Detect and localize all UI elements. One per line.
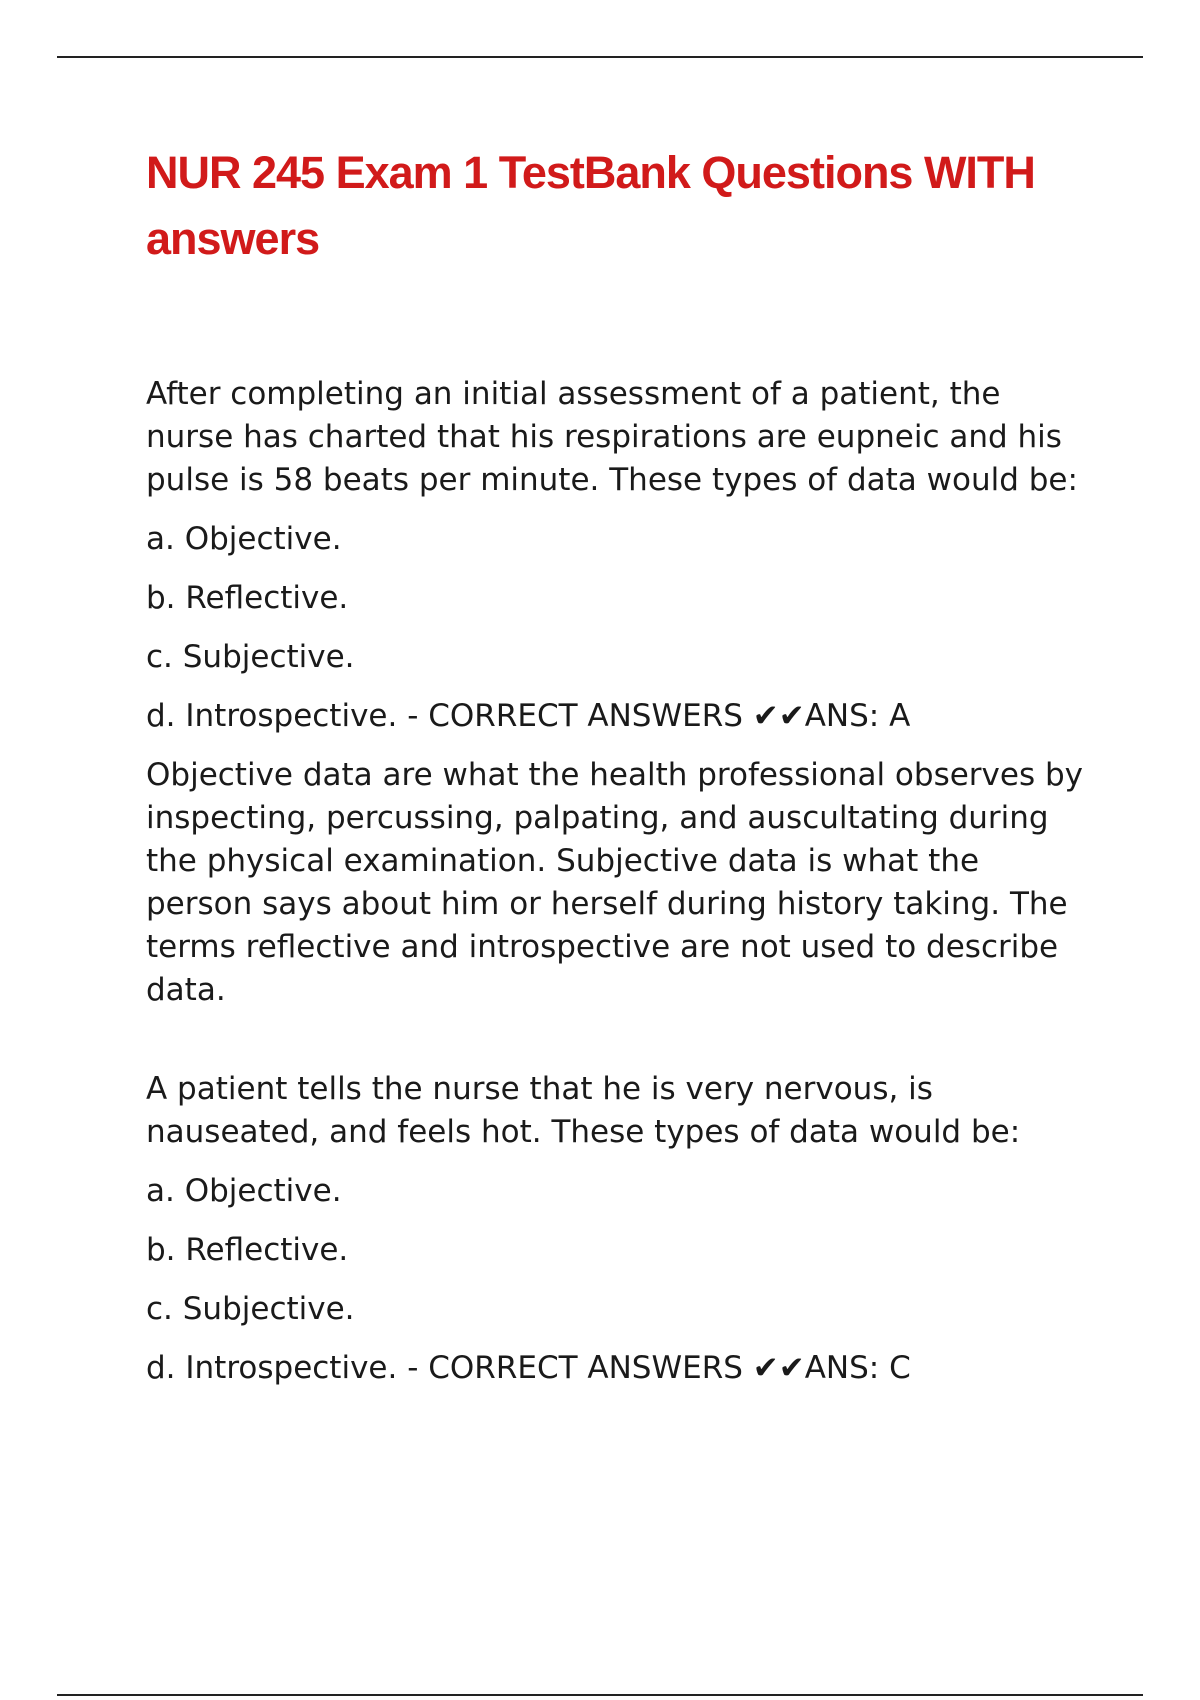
bottom-divider — [57, 1694, 1143, 1696]
question-1-option-d-answer: d. Introspective. - CORRECT ANSWERS ✔✔ANS: A — [146, 698, 911, 734]
document-body — [146, 140, 1086, 1406]
question-1-option-a: a. Objective. — [146, 521, 342, 557]
question-2-stem: A patient tells the nurse that he is very nervous, is nauseated, and feels hot. These types of data would be: — [146, 1071, 1021, 1150]
document-title: NUR 245 Exam 1 TestBank Questions WITH answers — [146, 147, 1035, 264]
top-divider — [57, 56, 1143, 58]
question-1-rationale: Objective data are what the health professional observes by inspecting, percussing, palpating, and auscultating during the physical examination. Subjective data is what the person says about him or herself during history taking. The terms reflective and introspective are not used to describe data. — [146, 757, 1083, 1008]
question-2-option-c: c. Subjective. — [146, 1291, 355, 1327]
question-1-option-c: c. Subjective. — [146, 639, 355, 675]
question-1-stem: After completing an initial assessment of a patient, the nurse has charted that his respirations are eupneic and his pulse is 58 beats per minute. These types of data would be: — [146, 376, 1078, 498]
question-2-option-a: a. Objective. — [146, 1173, 342, 1209]
question-2 — [146, 1068, 1086, 1390]
question-2-option-b: b. Reflective. — [146, 1232, 349, 1268]
question-1-option-b: b. Reflective. — [146, 580, 349, 616]
question-2-option-d-answer: d. Introspective. - CORRECT ANSWERS ✔✔ANS: C — [146, 1350, 911, 1386]
question-1 — [146, 373, 1086, 1012]
